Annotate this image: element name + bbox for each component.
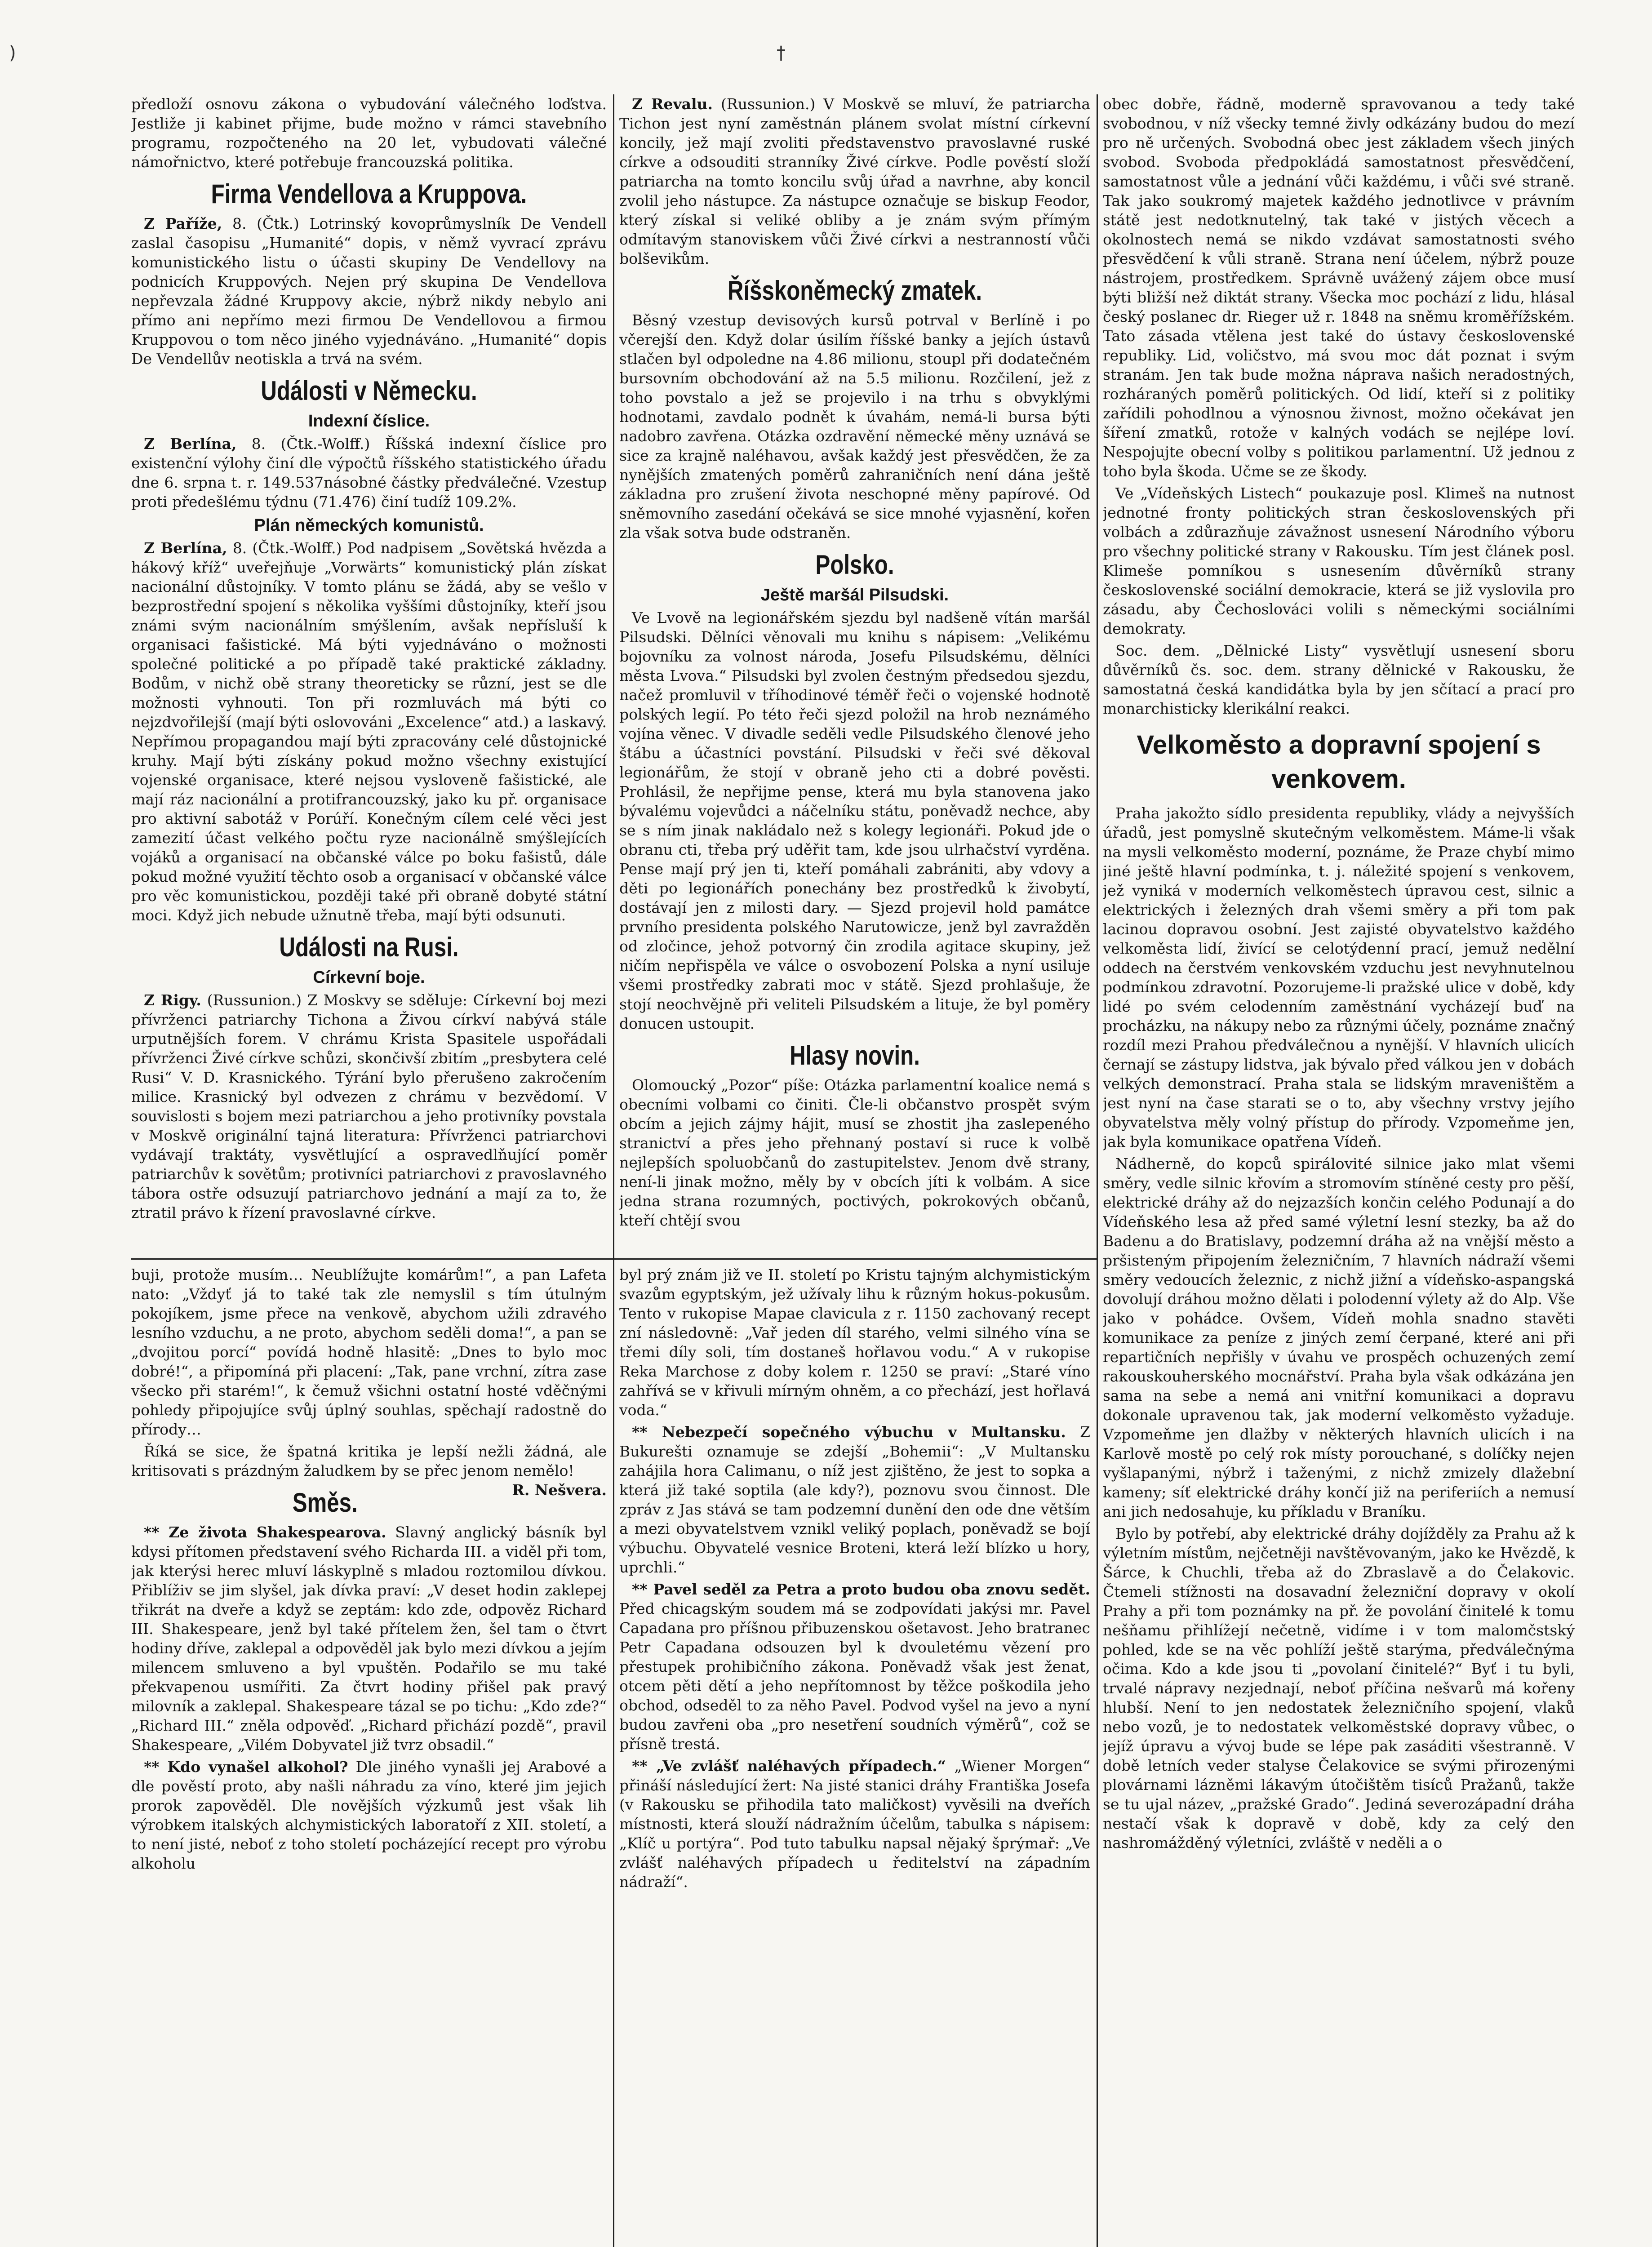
smes-sopka: ** Nebezpečí sopečného výbuchu v Multansku. Z Bukurešti oznamuje se zdejší „Bohemii“: „V Multansku zahájila hora Calimanu, o níž jest zjištěno, že jest to sopka a která již také soptila (ale kdy?), poznovu svou činnost. Dle zpráv z Jas stává se tam podzemní dunění den ode dne větším a mezi obyvatelstvem vznikl veliký poplach, poněvadž se bojí výbuchu. Obyvatelé vesnice Broteni, která leží blízko u hory, uprchli.“: [619, 1423, 1090, 1576]
smes-alkohol-cont: byl prý znám již ve II. století po Kristu tajným alchymistickým svazům egyptským, jež užívaly lihu k různým hokus-pokusům. Tento v rukopise Mapae clavicula z r. 1150 zachovaný recept zní následovně: „Vař jeden díl starého, velmi silného vína se třemi díly soli, tím dostaneš hořlavou vodu.“ A v rukopise Reka Marchose z doby kolem r. 1250 se praví: „Staré víno zahřívá se v křivuli mírným ohněm, a co přechází, jest hořlavá voda.“: [619, 1266, 1090, 1419]
margin-mark-center: †: [777, 43, 786, 63]
headline-velkomesto: Velkoměsto a dopravní spojení s venkovem.: [1137, 730, 1541, 794]
column-1: [131, 94, 607, 1256]
subheading-indexni: Indexní číslice.: [308, 412, 430, 431]
column-3: [1103, 94, 1575, 2247]
article-polsko: Ve Lvově na legionářském sjezdu byl nadšeně vítán maršál Pilsudski. Dělníci věnovali mu knihu s nápisem: „Velikému bojovníku za volnost národa, Josefu Pilsudskému, dělníci města Lvova.“ Pilsudski byl zvolen čestným předsedou sjezdu, načež promluvil v tříhodinové téměř řeči o vojenské hodnotě polských legií. Po této řeči sjezd položil na hrob neznámého vojína věnec. V divadle seděli vedle Pilsudského členové jeho štábu a účastníci povstání. Pilsudski v řeči své děkoval legionářům, že stojí v obraně jeho cti a dobré pověsti. Prohlásil, že nepřijme pense, která mu byla stanovena jako bývalému vojevůdci a náčelníku státu, poněvadž nechce, aby se s ním jinak nakládalo než s kolegy legionáři. Pokud jde o obranu cti, třeba prý uděřit tam, kde jsou ulrhačství vyrděna. Pense mají prý jen ti, kteří pomáhali zabrániti, aby vdovy a děti po legionářích ponechány bez prostředků k živobytí, dostávají jen z milosti dary. — Sjezd projevil hold památce prvního presidenta polského Narutowicze, jenž byl zavražděn od zločince, jehož potvorný čin zrodila agitace skupiny, jež ničím nepřispěla ve válce o osvobození Polska a nyní usiluje všemi prostředky zabrati moc v státě. Sjezd prohlašuje, že stojí neochvějně při veliteli Pilsudském a lituje, že byl poměry donucen ustoupit.: [619, 609, 1090, 1032]
article-plan: Z Berlína, 8. (Čtk.-Wolff.) Pod nadpisem „Sovětská hvězda a hákový kříž“ uveřejňuje „Vorwärts“ komunistický plán získat nacionální důstojníky. V tomto plánu se žádá, aby se vešlo v bezprostřední spojení s několika vyššími důstojníky, kteří jsou známi svým nacionálním smýšlením, avšak nepřísluší k organisaci fašistické. Má býti vyjednáváno o možnosti společné politické a po případě také praktické základny. Bodům, v nichž obě strany theoreticky se různí, jest se dle možnosti vyhnouti. Ton při rozmluvách má býti co nejzdvořilejší (mají býti oslovováni „Excelence“ atd.) a laskavý. Nepřímou propagandou mají býti zpracovány celé důstojnické kruhy. Mají býti získány pokud možno všechny existující vojenské organisace, které nejsou vysloveně fašistické, ale mají ráz nacionální a protifrancouzský, jako ku př. organisace pro aktivní sabotáž v Porúří. Konečným cílem celé věci jest zamezití účast velkého počtu ryze nacionálně smýšlejících vojáků a organisací na občanské válce po boku fašistů, dále pokud možné využití těchto osob a organisací v občanské válce pro věc komunistickou, později také při obraně dobyté státní moci. Když jich nebude užnutně třeba, mají býti odsunuti.: [131, 539, 607, 924]
feuilleton-right: [619, 1265, 1090, 2247]
feuilleton-text-end: Říká se sice, že špatná kritika je lepší nežli žádná, ale kritisovati s prázdným žaludkem by se přec jenom nemělo! R. Nešvera.: [131, 1443, 607, 1499]
headline-zmatek: Říšskoněmecký zmatek.: [727, 275, 982, 306]
feuilleton-left: [131, 1265, 607, 2247]
article-indexni: Z Berlína, 8. (Čtk.-Wolff.) Říšská indexní číslice pro existenční výlohy činí dle výpočtů říšského statistického úřadu dne 6. srpna t. r. 149.537násobné částky předválečné. Vzestup proti předešlému týdnu (71.476) činí tudíž 109.2%.: [131, 435, 607, 511]
article-listy: Ve „Vídeňských Listech“ poukazuje posl. Klimeš na nutnost jednotné fronty politických stran československých při volbách a zdůrazňuje závažnost usnesení Národního výboru pro všechny politické strany v Rakousku. Tím jest článek posl. Klimeše pomníkou s usnesením důvěrníků strany československé sociální demokracie, která se již vyslovila pro zásadu, aby Čechoslováci volili s německými sociálními demokraty.: [1103, 484, 1575, 637]
column-rule: [1097, 94, 1098, 2247]
article-hlasy-cont: obec dobře, řádně, moderně spravovanou a tedy také svobodnou, v níž všecky temné živly odkázány budou do mezí pro ně určených. Svobodná obec jest základem všech jiných svobod. Svoboda předpokládá samostatnost přesvědčení, samostatnost vůle a jednání vůči každému, i vůči své straně. Tak jako soukromý majetek každého jednotlivce v právním státě jest nedotknutelný, tak také v jistých věcech a okolnostech nemá se nikdo vzdávat samostatnosti svého přesvědčení k vůli straně. Strana není účelem, nýbrž pouze nástrojem, prostředkem. Správně uvážený zájem obce musí býti bližší než diktát strany. Všecka moc pochází z lidu, hlásal český poslanec dr. Rieger už r. 1848 na sněmu kroměřížském. Tato zásada vtělena jest také do ústavy československé republiky. Lid, voličstvo, má svou moc dát poznat i svým stranám. Jen tak bude možna náprava našich neradostných, rozháraných poměrů politických. Od lidí, kteří si z politiky zařídili pohodlnou a výnosnou živnost, možno očekávat jen šíření zmatků, rotože v kalných vodách se nejlépe loví. Nespojujte obecní volby s politikou parlamentní. Už jednou z toho byla škoda. Učme se ze škody.: [1103, 95, 1575, 480]
subheading-cirkevni: Církevní boje.: [313, 968, 425, 987]
headline-nemecko: Události v Německu.: [261, 376, 477, 406]
smes-shakespeare: ** Ze života Shakespearova. Slavný anglický básník byl kdysi přítomen představení svého Richarda III. a viděl při tom, jak kterýsi herec mluví láskyplně s mladou roztomilou dívkou. Přiblíživ se jim slyšel, jak dívka praví: „V deset hodin zaklepej třikrát na dveře a když se zeptám: kdo zde, odpověz Richard III. Shakespeare, jenž byl také přítelem žen, šel tam o čtvrt hodiny dříve, zaklepal a odpověděl jak bylo mezi dívkou a jejím milencem smluveno a byl vpuštěn. Podařilo se mu také překvapenou usmířiti. Za čtvrt hodiny přišel pak pravý milovník a zaklepal. Shakespeare tázal se po tichu: „Kdo zde?“ „Richard III.“ zněla odpověď. „Richard přichází pozdě“, pravil Shakespeare, „Vilém Dobyvatel již tvrz obsadil.“: [131, 1523, 607, 1754]
article-delnicke: Soc. dem. „Dělnické Listy“ vysvětlují usnesení sboru důvěrníků čs. soc. dem. strany dělnické v Rakousku, že samostatná česká kandidátka byla by jen sčítací a prací pro monarchisticky klerikální reakci.: [1103, 642, 1575, 717]
signature: R. Nešvera.: [512, 1481, 607, 1499]
subheading-plan: Plán německých komunistů.: [254, 516, 484, 535]
article-velkomesto-p1: Praha jakožto sídlo presidenta republiky, vlády a nejvyšších úřadů, jest pomyslně skutečným velkoměstem. Máme-li však na mysli velkoměsto moderní, poznáme, že Praze chybí mimo jiné ještě hlavní podmínka, t. j. náležité spojení s venkovem, jež vyniká v moderních velkoměstech úpravou cest, silnic a elektrických i železných drah všemi směry a při tom pak lacinou dopravou osobní. Jest zajisté obyvatelstvo každého velkoměsta lidí, živící se celotýdenní prací, jemuž nedělní oddech na čerstvém venkovském vzduchu jest nevyhnutelnou podmínkou zdravotní. Pozorujeme-li pražské ulice v době, kdy lidé po svém celodenním zaměstnání vycházejí buď na procházku, na nákupy nebo za různými účely, poznáme značný rozdíl mezi Prahou předválečnou a nynější. V hlavních ulicích černají se zástupy lidstva, jak bývalo před válkou jen v dobách velkých demonstrací. Praha stala se lidským mraveništěm a jest nyní na čase starati se o to, aby všechny vrstvy jejího obyvatelstva měly volný přístup do přírody. Vzpomeňme jen, jak byla komunikace opatřena Vídeň.: [1103, 804, 1575, 1150]
headline-polsko: Polsko.: [815, 550, 894, 580]
article-hlasy: Olomoucký „Pozor“ píše: Otázka parlamentní koalice nemá s obecními volbami co činiti. Čle-li občanstvo prospět svým obcím a jejich zájmy hájit, musí se zhostit jha zaslepeného stranictví a přes jeho přehnaný postaví si ruce k volbě nejlepších spoluobčanů do zastupitelstev. Jenom dvě strany, není-li jinak možno, měly by v obcích jíti k volbám. A sice jedna strana rozumných, poctivých, pokrokových občanů, kteří chtějí svou: [619, 1076, 1090, 1229]
article-zmatek: Běsný vzestup devisových kursů potrval v Berlíně i po včerejší den. Když dolar úsilím říšské banky a jejích ústavů stlačen byl odpoledne na 4.86 milionu, stoupl při dodatečném bursovním obchodování až na 5.5 milionu. Rozčilení, jež z toho povstalo a jež se projevilo i na trhu s obvyklými hodnotami, zavdalo podnět k úvahám, nemá-li bursa býti nadobro zavřena. Otázka ozdravění německé měny uznává se sice za krajně naléhavou, avšak každý jest přesvědčen, že za nynějších zmatených poměrů zahraničních není dána ještě základna pro zrušení života neschopné měny papírové. Od sněmovního zasedání očekává se sice mnohé vyjasnění, kořen zla však sotva bude odstraněn.: [619, 311, 1090, 542]
headline-hlasy: Hlasy novin.: [790, 1040, 920, 1070]
column-2: [619, 94, 1090, 1256]
article-velkomesto-p3: Bylo by potřebí, aby elektrické dráhy dojížděly za Prahu až k výletním místům, nejčetněji navštěvovaným, jako ke Hvězdě, k Šárce, k Chuchli, třeba až do Zbraslavě a do Čelakovic. Čtemeli stížnosti na dosavadní železniční dopravy v okolí Prahy a při tom poznámky na př. že povolání činitelé k tomu nešňamu přihlížejí nečetně, vidíme i v tom malomčstský pohled, kde se na věc pohlíží ještě starýma, předválečnýma očima. Kdo a kde jsou ti „povolaní činitelé?“ Byť i tu byli, trvalé nápravy nezjednají, neboť příčina nešvarů má kořeny hlubší. Není to jen nedostatek železničního spojení, vlaků nebo vozů, je to nedostatek velkoměstské dopravy vůbec, o jejíž úpravu a vývoj bude se lépe pak zasáditi všestranně. V době letních veder stalyse Čelakovice se svými přirozenými plovárnami lázněmi lákavým útočištěm tisíců Pražanů, takže se tu ujal název, „pražské Grado“. Jediná severozápadní dráha nestačí však k dopravě v době, kdy za celý den nashromážděný výletníci, zvláště v neděli a o: [1103, 1525, 1575, 1852]
feuilleton-text: buji, protože musím… Neublížujte komárům!“, a pan Lafeta nato: „Vždyť já to také tak zle nemyslil s tím útulným pokojíkem, jsme přece na venkově, abychom užili zdravého lesního vzduchu, a ne proto, abychom seděli doma!“, a pan se „dvojitou porcí“ povídá hodně hlasitě: „Dnes to bylo moc dobré!“, a připomíná při placení: „Tak, pane vrchní, zítra zase všecko při starém!“, k čemuž všichni ostatní hosté vděčnými pohledy připojujíce svůj úplný souhlas, spěchají radostně do přírody…: [131, 1266, 607, 1438]
column-rule: [613, 94, 614, 2247]
margin-mark-left: ): [9, 43, 16, 63]
headline-smes: Směs.: [292, 1488, 358, 1518]
article-revalu: Z Revalu. (Russunion.) V Moskvě se mluví, že patriarcha Tichon jest nyní zaměstnán plánem svolat místní církevní koncily, jež mají zvoliti představenstvo pravoslavné ruské církve a odsouditi stranníky Živé církve. Podle pověstí složí patriarcha na tomto koncilu svůj úřad a navrhne, aby koncil zvolil jeho nástupce. Za nástupce označuje se biskup Feodor, který získal si veliké obliby a je znám svým přímým odmítavým stanoviskem vůči Živé církvi a nestranností vůči bolševikům.: [619, 95, 1090, 267]
article-velkomesto-p2: Nádherně, do kopců spirálovité silnice jako mlat všemi směry, vedle silnic křovím a stromovím stíněné cesty pro pěší, elektrické dráhy až do nejzazších končin celého Podunají a do Vídeňského lesa až před samé výletní lesní stezky, ba až do Badenu a do Bratislavy, podzemní dráha až na vnější město a pršisteným připojením železničním, 7 hlavních nádraží všemi směry vedoucích železnic, z nichž jižní a vídeňsko-aspangská dovolují dráhou možno dělati i polodenní výlety až do Alp. Vše jako v pohádce. Ovšem, Vídeň mohla snadno stavěti komunikace za peníze z jiných zemí čerpané, které ani při repartičních nepřišly v úvahu ve prospěch ochuzených zemí rakouskouherského mocnářství. Praha byla však odkázána jen sama na sebe a nemá ani vnitřní komunikaci a dopravu dokonale upravenou tak, jak moderní velkoměsto vyžaduje. Vzpomeňme jen dlažby v některých hlavních ulicích i na Karlově mostě po celý rok místy porouchané, s dolíčky nejen vyšlapanými, nýbrž i taženými, z nichž zmizely dlažební kameny; síť elektrické dráhy končí již na periferiích a nemusí ani jich nedosahuje, ku příkladu v Braníku.: [1103, 1155, 1575, 1520]
headline-firma: Firma Vendellova a Kruppova.: [211, 179, 527, 209]
subheading-pilsudski: Ještě maršál Pilsudski.: [760, 586, 949, 604]
article-intro: předloží osnovu zákona o vybudování válečného loďstva. Jestliže ji kabinet přijme, bude možno v rámci stavebního programu, rozpočteného na 20 let, vybudovati válečné námořnictvo, které potřebuje francouzská politika.: [131, 95, 607, 171]
smes-pavel: ** Pavel seděl za Petra a proto budou oba znovu sedět. Před chicagským soudem má se zodpovídati jakýsi mr. Pavel Capadana pro příšnou přibuzenskou ošetavost. Jeho bratranec Petr Capadana odsouzen byl k dvouletému vězení pro přestupek prohibičního zákona. Poněvadž však jest ženat, otcem pěti dětí a jeho nepřítomnost by těžce poškodila jeho obchod, odseděl to za něho Pavel. Podvod vyšel na jevo a nyní budou zavřeni oba „pro nesetření soudních výměrů“, což se přísně trestá.: [619, 1581, 1090, 1753]
smes-zert: ** „Ve zvlášť naléhavých případech.“ „Wiener Morgen“ přináší následující žert: Na jisté stanici dráhy Františka Josefa (v Rakousku se přihodila tato maličkost) vyvěsili na dveřích místnosti, která slouží nádražním účelům, tabulka s nápisem: „Klíč u portýra“. Pod tuto tabulku napsal nějaký šprýmař: „Ve zvlášť naléhavých případech u ředitelství na západním nádraží“.: [619, 1757, 1090, 1891]
article-rusi: Z Rigy. (Russunion.) Z Moskvy se sděluje: Církevní boj mezi přívrženci patriarchy Tichona a Živou církví nabývá stále urputnějších forem. V chrámu Krista Spasitele uspořádali přívrženci Živé církve schůzi, skončivší zbitím „presbytera celé Rusi“ V. D. Krasnického. Týrání bylo přerušeno zakročením milice. Krasnický byl odvezen z chrámu v bezvědomí. V souvislosti s bojem mezi patriarchou a jeho protivníky povstala v Moskvě originální tajná literatura: Přívrženci patriarchovi vydávají traktáty, vysvětlující a ospravedlňující poměr patriarchův k sovětům; protivníci patriarchovi z pravoslavného tábora ostře odsuzují patriarchovo jednání a mají za to, že ztratil právo k řízení pravoslavné církve.: [131, 991, 607, 1221]
headline-rusi: Události na Rusi.: [279, 932, 459, 962]
section-divider: [131, 1258, 1097, 1260]
smes-alkohol: ** Kdo vynašel alkohol? Dle jiného vynašli jej Arabové a dle pověstí proto, aby našli náhradu za víno, které jim jejich prorok zapověděl. Dle novějších výzkumů jest však lih výrobkem italských alchymistických laboratoří z XII. století, a to není jisté, neboť z toho století pocházející recept pro výrobu alkoholu: [131, 1758, 607, 1872]
article-firma: Z Paříže, 8. (Čtk.) Lotrinský kovoprůmyslník De Vendell zaslal časopisu „Humanité“ dopis, v němž vyvrací zprávu komunistického listu o účasti skupiny De Vendellovy na podnicích Kruppových. Nejen prý skupina De Vendellova nepřevzala žádné Kruppovy akcie, nýbrž nikdy nebylo ani přímo ani nepřímo mezi firmou De Vendellovou a firmou Kruppovou o tom něco jiného vyjednáváno. „Humanité“ dopis De Vendellův neotiskla a trvá na svém.: [131, 215, 607, 368]
